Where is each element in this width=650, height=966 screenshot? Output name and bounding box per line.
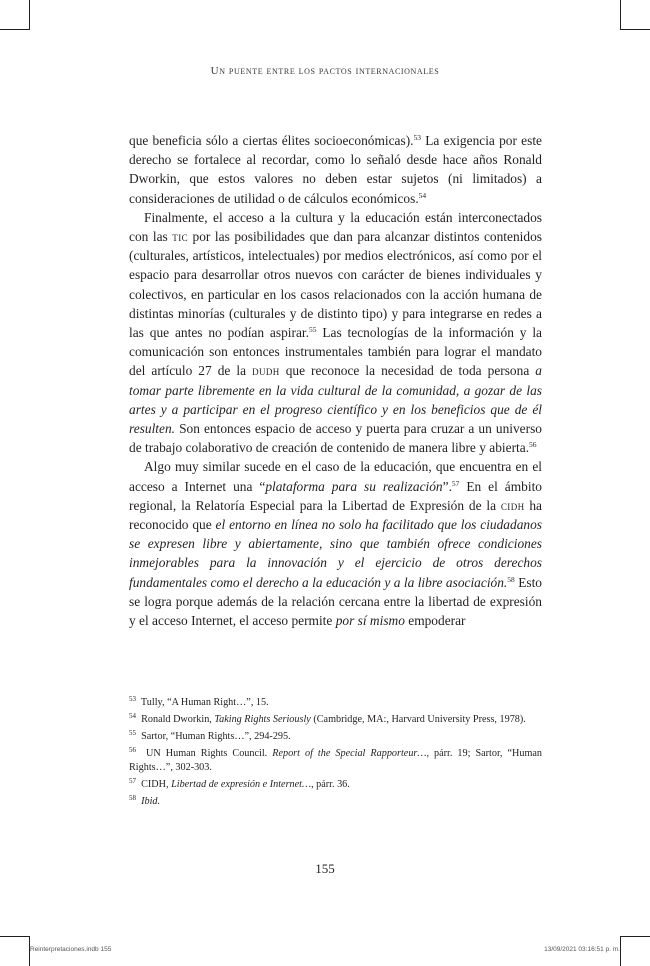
footnote-text: , párr. 36. xyxy=(311,779,350,790)
paragraph xyxy=(129,208,542,458)
crop-mark xyxy=(0,936,30,937)
text-run: En el ámbito regional, la Relatoría Especial para la Libertad de Expresión de la xyxy=(129,478,542,513)
footnote-text: Sartor, “Human Rights…”, 294-295. xyxy=(141,731,291,742)
text-run: Finalmente, el acceso a la cultura y la educación están interconectados con las xyxy=(129,209,542,245)
crop-mark xyxy=(620,0,621,30)
text-run: La exigencia por este derecho se fortalece al recordar, como lo señaló desde hace años Ronald Dworkin, que estos valores no deben estar sujetos (ni limitados) a consideraciones de utilidad o de cálculos económicos. xyxy=(129,133,542,206)
slug-filename: Reinterpretaciones.indb 155 xyxy=(30,946,112,953)
footnote-number: 55 xyxy=(129,729,136,737)
footnote-ref[interactable]: 58 xyxy=(507,574,515,584)
footnote-text: UN Human Rights Council. xyxy=(146,748,273,759)
footnote-title: Taking Rights Seriously xyxy=(214,714,311,725)
text-run: Son entonces espacio de acceso y puerta para cruzar a un universo de trabajo colaborativo de creación de contenido de manera libre y abierta. xyxy=(129,421,542,456)
footnote-number: 54 xyxy=(129,712,136,720)
text-run: ”. xyxy=(442,478,452,494)
text-run: que beneficia sólo a ciertas élites socioeconómicas). xyxy=(129,133,414,148)
footnote-ref[interactable]: 55 xyxy=(308,325,317,335)
text-run: empoderar xyxy=(404,613,466,629)
footnote-ref[interactable]: 57 xyxy=(451,478,460,488)
footnote-text: Ronald Dworkin, xyxy=(141,714,215,725)
footnote-number: 53 xyxy=(129,695,136,703)
crop-mark xyxy=(0,29,30,30)
footnote xyxy=(129,778,542,792)
footnote xyxy=(129,795,542,809)
running-head: Un puente entre los pactos internacionales xyxy=(210,65,440,77)
text-run: Algo muy similar sucede en el caso de la educación, que encuentra en el acceso a Internet una “ xyxy=(129,459,542,494)
acronym: dudh xyxy=(252,363,280,379)
acronym: cidh xyxy=(500,497,525,513)
text-run: Esto se logra porque además de la relación cercana entre la libertad de expresión y el acceso Internet, el acceso permite xyxy=(129,574,542,629)
footnote-text: CIDH, xyxy=(141,779,172,790)
crop-mark xyxy=(620,29,650,30)
slug-timestamp: 13/09/2021 03:16:51 p. m. xyxy=(544,946,620,953)
footnote-ref[interactable]: 53 xyxy=(413,133,421,142)
footnotes xyxy=(129,696,542,812)
footnote-number: 58 xyxy=(129,794,136,802)
footnote xyxy=(129,713,542,727)
paragraph xyxy=(129,457,542,630)
acronym: tic xyxy=(172,229,188,245)
text-run: que reconoce la necesidad de toda persona xyxy=(279,363,536,379)
text-run: por las posibilidades que dan para alcanzar distintos contenidos (culturales, artísticos, intelectuales) por medios electrónicos, así como por el espacio para desarrollar otros nuevos con carácter de bienes individuales y colectivos, en particular en los casos relacionados con la acción humana de distintas minorías (culturales y de distinto tipo) y para integrarse en redes a las que antes no podían aspirar. xyxy=(129,229,542,341)
footnote xyxy=(129,747,542,775)
text-run: Las tecnologías de la información y la comunicación son entonces instrumentales también para lograr el mandato del artículo 27 de la xyxy=(129,325,542,379)
footnote-text: , párr. 19; Sartor, “Human Rights…”, 302-303. xyxy=(129,748,543,773)
quoted-text: el entorno en línea no solo ha facilitado que los ciudadanos se expresen libre y abiertamente, sino que también ofrece condiciones inmejorables para la innovación y el ejercicio de otros derechos fundamentales como el derecho a la educación y a la libre asociación. xyxy=(129,517,542,590)
page-number: 155 xyxy=(315,861,335,876)
quoted-text: a tomar parte libremente en la vida cultural de la comunidad, a gozar de las artes y a participar en el progreso científico y en los beneficios que de él resulten. xyxy=(129,363,542,437)
emphasis: por sí mismo xyxy=(335,613,405,629)
footnote-ref[interactable]: 54 xyxy=(418,190,427,200)
footnote-title: Libertad de expresión e Internet… xyxy=(171,779,312,790)
footnote xyxy=(129,730,542,744)
crop-mark xyxy=(620,936,621,966)
crop-mark xyxy=(620,936,650,937)
text-run: ha reconocido que xyxy=(129,497,542,533)
footnote-title: Report of the Special Rapporteur… xyxy=(272,748,427,759)
footnote xyxy=(129,696,542,710)
footnote-text: (Cambridge, MA:, Harvard University Press, 1978). xyxy=(310,714,526,725)
footnote-ref[interactable]: 56 xyxy=(529,440,537,450)
quoted-text: plataforma para su realización xyxy=(265,478,443,494)
footnote-text: Tully, “A Human Right…”, 15. xyxy=(140,697,269,708)
footnote-number: 56 xyxy=(129,746,136,754)
footnote-number: 57 xyxy=(129,777,136,785)
paragraph xyxy=(129,131,542,208)
footnote-title: Ibid. xyxy=(141,796,161,807)
crop-mark xyxy=(29,0,30,30)
body-text xyxy=(129,131,542,630)
